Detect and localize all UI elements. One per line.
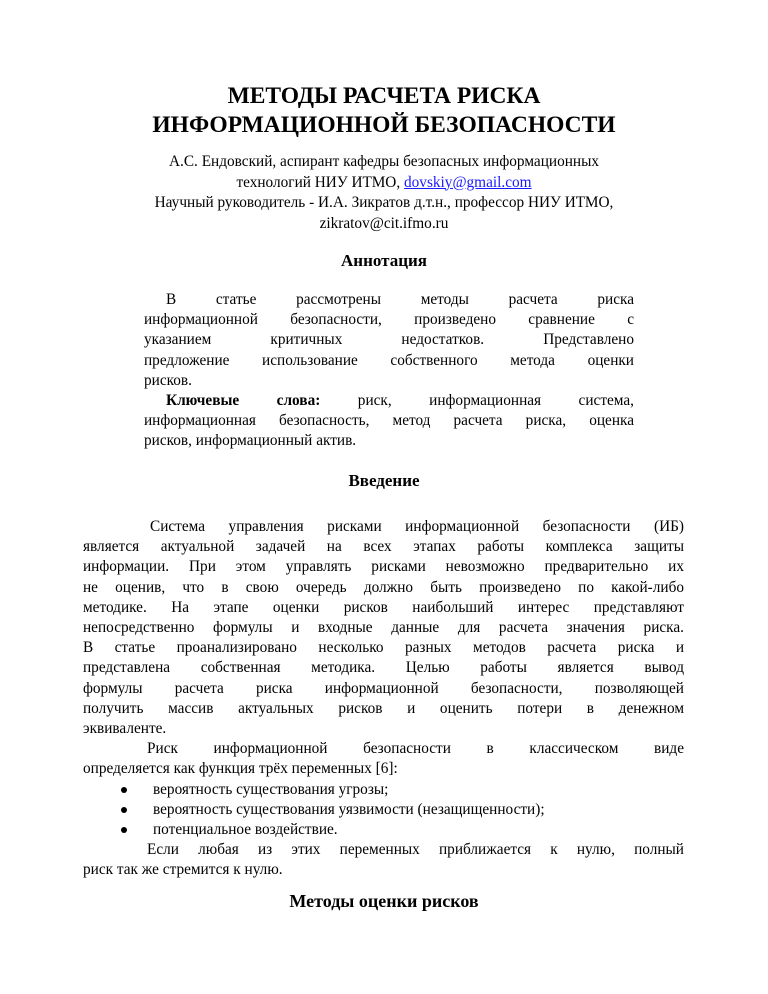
risk-variables-list	[83, 780, 684, 841]
abstract-line: информационной безопасности, произведено сравнение с	[144, 311, 634, 329]
bullet-icon	[121, 807, 127, 813]
keywords-label: Ключевые слова:	[166, 392, 321, 410]
authors-line-2	[0, 173, 768, 194]
title-line-1: МЕТОДЫ РАСЧЕТА РИСКА	[227, 83, 541, 109]
intro-line: получить массив актуальных рисков и оценить потери в денежном	[83, 699, 684, 717]
keywords-line	[144, 391, 634, 411]
intro-line: В статье проанализировано несколько разных методов расчета риска и	[83, 639, 684, 657]
intro-line: Риск информационной безопасности в классическом виде	[147, 740, 684, 758]
list-item-text: вероятность существования угрозы;	[153, 780, 389, 798]
authors-line-4: zikratov@cit.ifmo.ru	[319, 214, 449, 232]
authors-block	[0, 152, 768, 234]
paper-title	[0, 82, 768, 140]
abstract-line: рисков.	[144, 371, 192, 389]
bullet-icon	[121, 827, 127, 833]
abstract-line: В статье рассмотрены методы расчета риска	[166, 291, 634, 308]
abstract-text	[144, 290, 634, 452]
list-item	[83, 800, 684, 820]
intro-body	[83, 517, 684, 881]
list-item	[83, 780, 684, 800]
title-line-2: ИНФОРМАЦИОННОЙ БЕЗОПАСНОСТИ	[152, 112, 616, 138]
authors-line-2-text: технологий НИУ ИТМО,	[236, 173, 404, 191]
intro-line: Система управления рисками информационной безопасности (ИБ)	[150, 518, 684, 535]
intro-line: информации. При этом управлять рисками невозможно предварительно их	[83, 558, 684, 576]
list-item	[83, 820, 684, 840]
bullet-icon	[121, 787, 127, 793]
intro-line: формулы расчета риска информационной безопасности, позволяющей	[83, 679, 684, 697]
intro-line: методике. На этапе оценки рисков наибольший интерес представляют	[83, 598, 684, 616]
intro-line: риск так же стремится к нулю.	[83, 861, 283, 879]
author-email-link[interactable]: dovskiy@gmail.com	[404, 173, 532, 191]
abstract-heading: Аннотация	[341, 251, 427, 270]
list-item-text: вероятность существования уязвимости (незащищенности);	[153, 800, 545, 818]
authors-line-1: А.С. Ендовский, аспирант кафедры безопасных информационных	[168, 153, 600, 170]
keywords-first: риск, информационная система,	[320, 392, 634, 410]
list-item-text: потенциальное воздействие.	[153, 821, 338, 839]
intro-line: непосредственно формулы и входные данные для расчета значения риска.	[83, 619, 684, 637]
methods-heading: Методы оценки рисков	[289, 891, 479, 911]
keywords-line: информационная безопасность, метод расчета риска, оценка	[144, 412, 634, 430]
intro-line: Если любая из этих переменных приближается к нулю, полный	[147, 841, 684, 859]
intro-line: определяется как функция трёх переменных [6]:	[83, 760, 398, 778]
intro-heading: Введение	[348, 471, 420, 490]
intro-line: представлена собственная методика. Целью работы является вывод	[83, 659, 684, 677]
authors-line-3: Научный руководитель - И.А. Зикратов д.т.н., профессор НИУ ИТМО,	[154, 194, 614, 211]
keywords-line: рисков, информационный актив.	[144, 432, 357, 450]
abstract-line: указанием критичных недостатков. Представлено	[144, 331, 634, 349]
intro-line: эквиваленте.	[83, 720, 167, 738]
abstract-line: предложение использование собственного метода оценки	[144, 351, 634, 369]
intro-line: не оценив, что в свою очередь должно быть произведено по какой-либо	[83, 578, 684, 596]
intro-line: является актуальной задачей на всех этапах работы комплекса защиты	[83, 538, 684, 556]
